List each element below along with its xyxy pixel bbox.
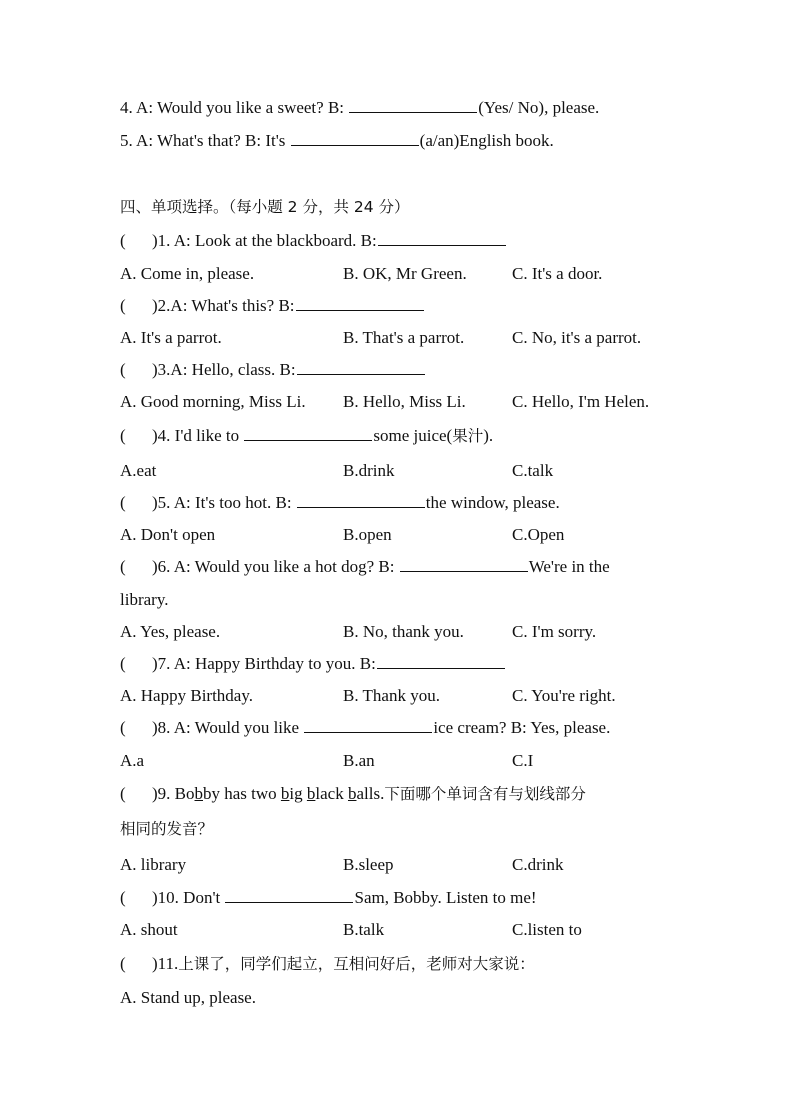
question-gloss: 果汁: [452, 427, 484, 445]
question-3: [120, 359, 426, 381]
option-c[interactable]: C.drink: [512, 855, 564, 874]
option-a[interactable]: A. Don't open: [120, 525, 216, 544]
question-instruction: 下面哪个单词含有与划线部分: [384, 785, 586, 803]
underlined-letter: b: [306, 784, 316, 803]
option-c[interactable]: C.talk: [512, 461, 554, 480]
answer-blank[interactable]: [296, 295, 424, 311]
question-text: ig: [289, 784, 307, 803]
fill-item-5: [120, 130, 554, 152]
question-instruction: 上课了，同学们起立，互相问好后，老师对大家说：: [178, 955, 535, 973]
option-c[interactable]: C.I: [512, 751, 534, 770]
answer-paren[interactable]: (: [120, 784, 126, 803]
answer-paren[interactable]: (: [120, 954, 126, 973]
option-a[interactable]: A. Good morning, Miss Li.: [120, 392, 306, 411]
question-5: [120, 492, 560, 514]
question-9: [120, 783, 586, 805]
question-1: [120, 230, 507, 252]
option-a[interactable]: A. library: [120, 855, 187, 874]
underlined-letter: b: [280, 784, 290, 803]
answer-paren[interactable]: (: [120, 654, 126, 673]
answer-blank[interactable]: [297, 492, 425, 508]
option-b[interactable]: B. Hello, Miss Li.: [343, 392, 466, 411]
question-text: )11.: [152, 954, 179, 973]
option-a[interactable]: A. Come in, please.: [120, 264, 255, 283]
option-a[interactable]: A. shout: [120, 920, 178, 939]
option-b[interactable]: B.drink: [343, 461, 395, 480]
question-text: some juice(: [373, 426, 453, 445]
option-a[interactable]: A.eat: [120, 461, 157, 480]
option-c[interactable]: C.listen to: [512, 920, 582, 939]
answer-blank[interactable]: [291, 130, 419, 146]
answer-paren[interactable]: (: [120, 888, 126, 907]
question-text: )3.A: Hello, class. B:: [152, 360, 296, 379]
question-11: [120, 953, 535, 975]
question-10: [120, 887, 537, 909]
answer-blank[interactable]: [377, 653, 505, 669]
option-b[interactable]: B. Thank you.: [343, 686, 440, 705]
answer-blank[interactable]: [225, 887, 353, 903]
option-c[interactable]: C. Hello, I'm Helen.: [512, 392, 650, 411]
fill-item-4-hint: (Yes/ No), please.: [478, 98, 600, 117]
question-6: [120, 556, 610, 578]
option-a[interactable]: A. It's a parrot.: [120, 328, 222, 347]
fill-item-5-hint: (a/an)English book.: [419, 131, 554, 150]
option-b[interactable]: B. That's a parrot.: [343, 328, 465, 347]
option-c[interactable]: C. I'm sorry.: [512, 622, 597, 641]
answer-blank[interactable]: [400, 556, 528, 572]
option-a[interactable]: A.a: [120, 751, 145, 770]
option-c[interactable]: C. You're right.: [512, 686, 616, 705]
question-text: the window, please.: [425, 493, 560, 512]
option-c[interactable]: C.Open: [512, 525, 565, 544]
question-text: by has two: [203, 784, 281, 803]
question-6-continued: library.: [120, 590, 169, 609]
answer-blank[interactable]: [378, 230, 506, 246]
question-text: )1. A: Look at the blackboard. B:: [152, 231, 377, 250]
fill-item-4: [120, 97, 599, 119]
answer-blank[interactable]: [304, 717, 432, 733]
fill-item-4-prompt: 4. A: Would you like a sweet? B:: [120, 98, 349, 117]
section-title: 四、单项选择。（每小题 2 分，共 24 分）: [120, 198, 410, 216]
answer-paren[interactable]: (: [120, 231, 126, 250]
option-b[interactable]: B.sleep: [343, 855, 394, 874]
option-b[interactable]: B. No, thank you.: [343, 622, 464, 641]
answer-blank[interactable]: [349, 97, 477, 113]
question-7: [120, 653, 506, 675]
question-text: We're in the: [528, 557, 610, 576]
option-a[interactable]: A. Happy Birthday.: [120, 686, 253, 705]
option-a[interactable]: A. Stand up, please.: [120, 988, 256, 1007]
question-text: )5. A: It's too hot. B:: [152, 493, 296, 512]
question-text: )8. A: Would you like: [152, 718, 304, 737]
question-4: [120, 425, 493, 447]
fill-item-5-prompt: 5. A: What's that? B: It's: [120, 131, 290, 150]
question-text: alls.: [356, 784, 385, 803]
question-text: ).: [483, 426, 494, 445]
question-text: Sam, Bobby. Listen to me!: [354, 888, 537, 907]
question-2: [120, 295, 425, 317]
answer-paren[interactable]: (: [120, 493, 126, 512]
answer-paren[interactable]: (: [120, 557, 126, 576]
answer-paren[interactable]: (: [120, 360, 126, 379]
question-text: )10. Don't: [152, 888, 225, 907]
question-text: ice cream? B: Yes, please.: [433, 718, 611, 737]
question-9-continued: 相同的发音？: [120, 820, 214, 838]
question-8: [120, 717, 610, 739]
option-c[interactable]: C. It's a door.: [512, 264, 603, 283]
answer-blank[interactable]: [297, 359, 425, 375]
option-c[interactable]: C. No, it's a parrot.: [512, 328, 642, 347]
answer-paren[interactable]: (: [120, 296, 126, 315]
question-text: )2.A: What's this? B:: [152, 296, 295, 315]
option-a[interactable]: A. Yes, please.: [120, 622, 221, 641]
question-text: )7. A: Happy Birthday to you. B:: [152, 654, 376, 673]
underlined-letter: b: [347, 784, 357, 803]
question-text: )9. Bo: [152, 784, 195, 803]
underlined-letter: b: [194, 784, 203, 803]
question-text: )4. I'd like to: [152, 426, 244, 445]
question-text: )6. A: Would you like a hot dog? B:: [152, 557, 399, 576]
answer-paren[interactable]: (: [120, 426, 126, 445]
question-text: lack: [315, 784, 348, 803]
option-b[interactable]: B. OK, Mr Green.: [343, 264, 467, 283]
answer-blank[interactable]: [244, 425, 372, 441]
option-b[interactable]: B.an: [343, 751, 375, 770]
option-b[interactable]: B.talk: [343, 920, 385, 939]
option-b[interactable]: B.open: [343, 525, 392, 544]
answer-paren[interactable]: (: [120, 718, 126, 737]
